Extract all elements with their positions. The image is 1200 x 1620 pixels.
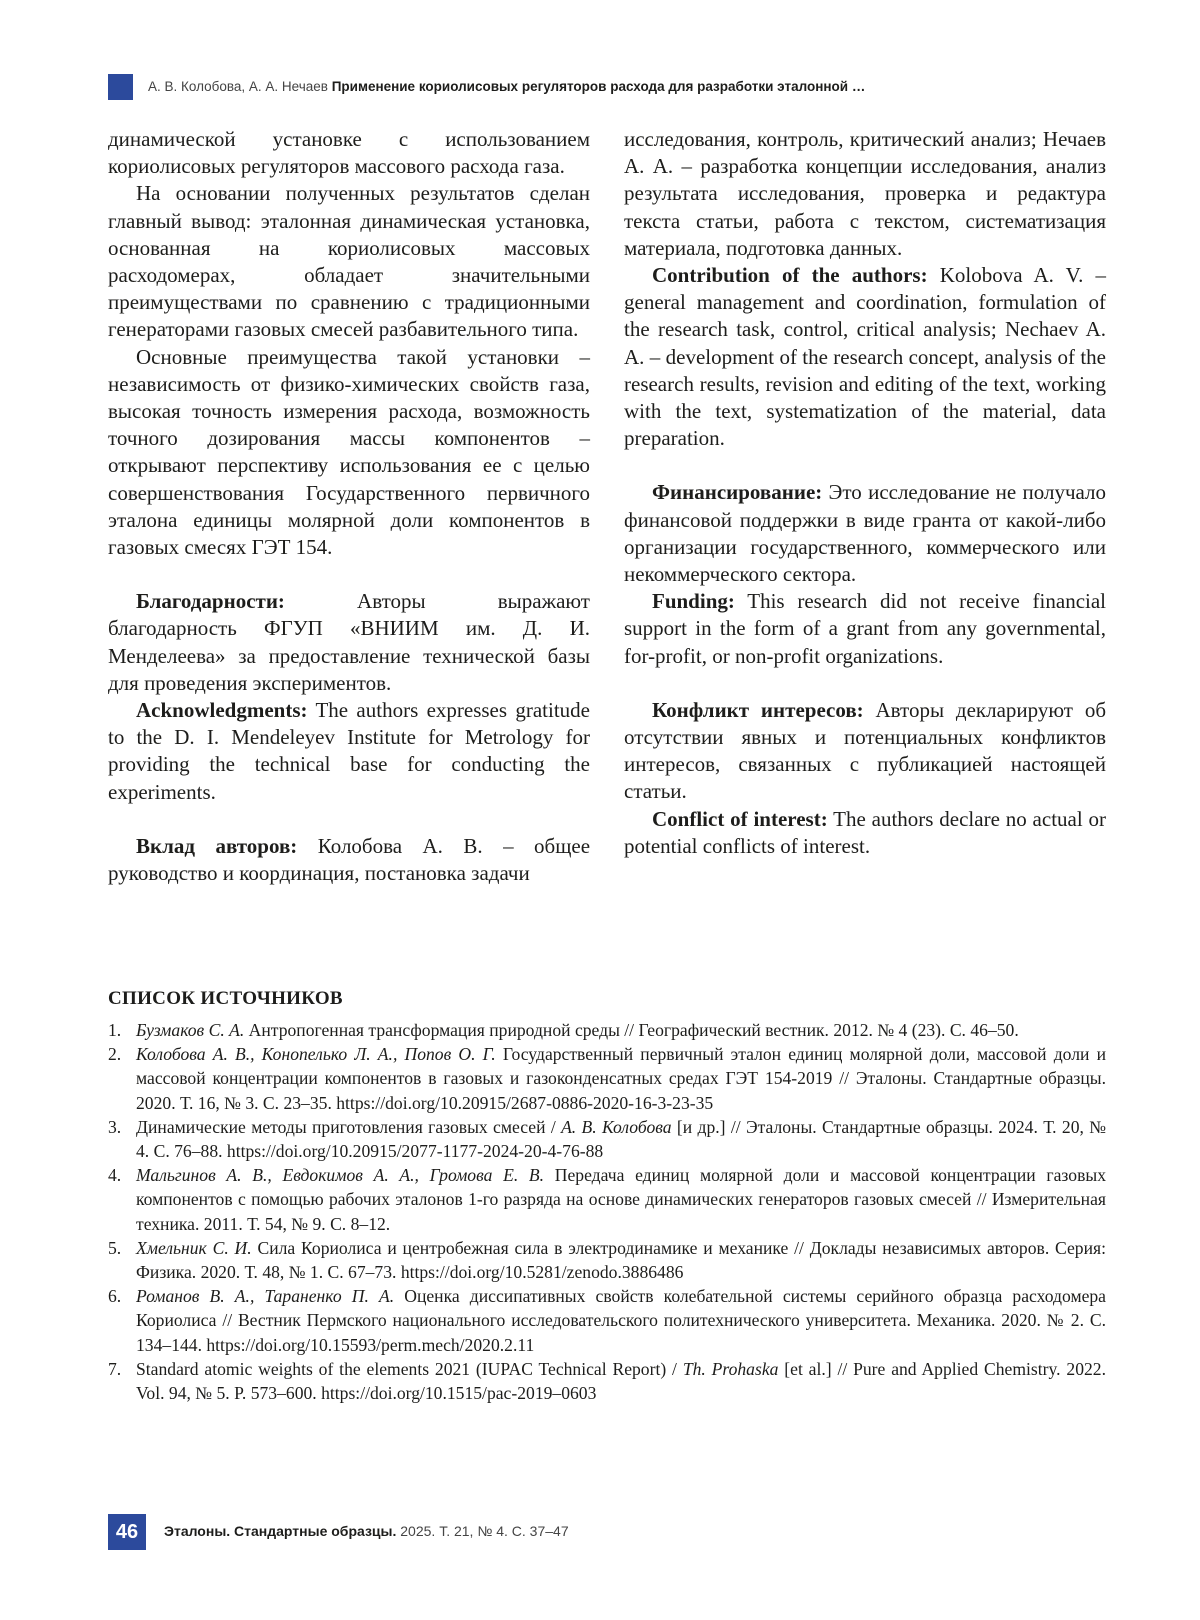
header-article-title: Применение кориолисовых регуляторов расхода для разработки эталонной … — [331, 79, 866, 94]
reference-number: 5. — [108, 1237, 122, 1258]
paragraph-continued: динамической установке с использованием кориолисовых регуляторов массового расхода газа. — [108, 127, 590, 179]
reference-text: Государственный первичный эталон единиц молярной доли, массовой доли и массовой концентрации компонентов в газовых и газоконденсатных средах ГЭТ 154-2019 // Эталоны. Стандартные образцы. 2020. Т. 16, № 3. С. 23–35. https://doi.org/10.20915/2687-0886-2020-16-3-23-35 — [136, 1044, 1106, 1113]
reference-authors: Th. Prohaska — [682, 1358, 779, 1379]
contribution-ru — [108, 833, 590, 887]
journal-issue: 2025. Т. 21, № 4. С. 37–47 — [400, 1523, 569, 1539]
reference-item — [108, 1357, 1106, 1405]
thanks-ru-text: Авторы выражают благодарность ФГУП «ВНИИМ им. Д. И. Менделеева» за предоставление технической базы для проведения экспериментов. — [108, 589, 590, 695]
reference-text: Сила Кориолиса и центробежная сила в электродинамике и механике // Доклады независимых авторов. Серия: Физика. 2020. Т. 48, № 1. С. 67–73. https://doi.org/10.5281/zenodo.3886486 — [136, 1237, 1106, 1283]
reference-item — [108, 1284, 1106, 1357]
funding-en — [624, 588, 1106, 670]
contribution-en-text: Kolobova A. V. – general management and coordination, formulation of the research task, control, critical analysis; Nechaev A. A. – development of the research concept, analysis of the research results, revision and editing of the text, working with the text, systematization of the material, data preparation. — [624, 263, 1107, 451]
conflict-en — [624, 806, 1106, 860]
references-list — [108, 1018, 1106, 1405]
conflict-ru — [624, 697, 1106, 806]
journal-info — [164, 1523, 569, 1539]
reference-text: [и др.] // Эталоны. Стандартные образцы. 2024. Т. 20, № 4. С. 76–88. https://doi.org/10.20915/2077-1177-2024-20-4-76-88 — [136, 1116, 1107, 1162]
reference-text: [et al.] // Pure and Applied Chemistry. 2022. Vol. 94, № 5. P. 573–600. https://doi.org/10.1515/pac-2019–0603 — [136, 1358, 1106, 1404]
acknowledgments-en — [108, 697, 590, 806]
reference-number: 2. — [108, 1044, 122, 1065]
funding-ru — [624, 479, 1106, 588]
reference-number: 7. — [108, 1358, 122, 1379]
running-header — [108, 74, 1108, 100]
reference-item — [108, 1236, 1106, 1284]
acknowledgments-en-text: The authors expresses gratitude to the D. I. Mendeleyev Institute for Metrology for providing the technical base for conducting the experiments. — [108, 698, 590, 804]
reference-authors: Романов В. А., Тараненко П. А. — [136, 1286, 395, 1307]
reference-authors: Хмельник С. И. — [136, 1237, 252, 1258]
reference-item — [108, 1115, 1106, 1163]
right-column — [624, 126, 1106, 860]
paragraph-conclusion: На основании полученных результатов сделан главный вывод: эталонная динамическая установка, основанная на кориолисовых массовых расходомерах, обладает значительными преимуществами по сравнению с традиционными генераторами газовых смесей разбавительного типа. — [108, 181, 590, 342]
reference-authors: Колобова А. В., Конопелько Л. А., Попов О. Г. — [136, 1044, 496, 1065]
acknowledgments-en-label: Acknowledgments: — [136, 698, 308, 723]
reference-item — [108, 1163, 1106, 1236]
reference-text: Standard atomic weights of the elements 2021 (IUPAC Technical Report) / — [136, 1358, 677, 1379]
contribution-en — [624, 262, 1106, 452]
header-authors: А. В. Колобова, А. А. Нечаев — [148, 79, 328, 94]
paragraph-advantages: Основные преимущества такой установки – независимость от физико-химических свойств газа, высокая точность измерения расхода, возможность точного дозирования массы компонентов – открывают перспективу использования ее с целью совершенствования Государственного первичного эталона единицы молярной доли компонентов в газовых смесях ГЭТ 154. — [108, 344, 590, 560]
reference-authors: Бузмаков С. А. — [136, 1020, 245, 1040]
left-column — [108, 126, 590, 887]
journal-name: Эталоны. Стандартные образцы. — [164, 1523, 397, 1539]
reference-number: 1. — [108, 1020, 122, 1040]
funding-ru-text: Это исследование не получало финансовой поддержки в виде гранта от какой-либо организации государственного, коммерческого или некоммерческого сектора. — [624, 480, 1106, 587]
reference-text: Антропогенная трансформация природной среды // Географический вестник. 2012. № 4 (23). С. 46–50. — [248, 1020, 1019, 1040]
references-title: СПИСОК ИСТОЧНИКОВ — [108, 988, 343, 1009]
funding-en-label: Funding: — [652, 589, 735, 614]
reference-item — [108, 1042, 1106, 1115]
reference-authors: А. В. Колобова — [561, 1116, 672, 1137]
reference-number: 6. — [108, 1286, 122, 1307]
conflict-ru-text: Авторы декларируют об отсутствии явных и потенциальных конфликтов интересов, связанных с публикацией настоящей статьи. — [624, 697, 1106, 804]
contribution-ru-text-start: Колобова А. В. – общее руководство и координация, постановка задачи — [108, 833, 591, 886]
thanks-ru-label: Благодарности: — [136, 589, 285, 614]
conflict-en-text: The authors declare no actual or potential conflicts of interest. — [624, 806, 1106, 858]
contribution-ru-label: Вклад авторов: — [136, 833, 298, 858]
contribution-en-label: Contribution of the authors: — [652, 263, 928, 288]
conflict-ru-label: Конфликт интересов: — [652, 697, 864, 722]
funding-ru-label: Финансирование: — [652, 480, 823, 505]
reference-number: 4. — [108, 1165, 122, 1186]
header-text — [148, 79, 865, 94]
reference-authors: Мальгинов А. В., Евдокимов А. А., Громова Е. В. — [136, 1165, 545, 1186]
reference-text: Оценка диссипативных свойств колебательной системы серийного образца расходомера Кориолиса // Вестник Пермского национального исследовательского политехнического университета. Механика. 2020. № 2. С. 134–144. https://doi.org/10.15593/perm.mech/2020.2.11 — [136, 1286, 1106, 1355]
references-section — [108, 988, 1106, 1405]
page-number: 46 — [108, 1514, 146, 1550]
reference-text: Передача единиц молярной доли и массовой концентрации газовых компонентов с помощью рабочих эталонов 1-го разряда на основе динамических генераторов газовых смесей // Измерительная техника. 2011. Т. 54, № 9. С. 8–12. — [136, 1165, 1106, 1234]
reference-number: 3. — [108, 1116, 122, 1137]
contribution-ru-text-end: исследования, контроль, критический анализ; Нечаев А. А. – разработка концепции исследования, анализ результата исследования, проверка и редактура текста статьи, работа с текстом, систематизация материала, подготовка данных. — [624, 127, 1106, 260]
conflict-en-label: Conflict of interest: — [652, 806, 828, 831]
header-color-mark — [108, 74, 133, 100]
thanks-ru — [108, 588, 590, 697]
funding-en-text: This research did not receive financial support in the form of a grant from any governmental, for-profit, or non-profit organizations. — [624, 589, 1107, 668]
reference-text: Динамические методы приготовления газовых смесей / — [136, 1116, 556, 1137]
reference-item — [108, 1018, 1106, 1042]
